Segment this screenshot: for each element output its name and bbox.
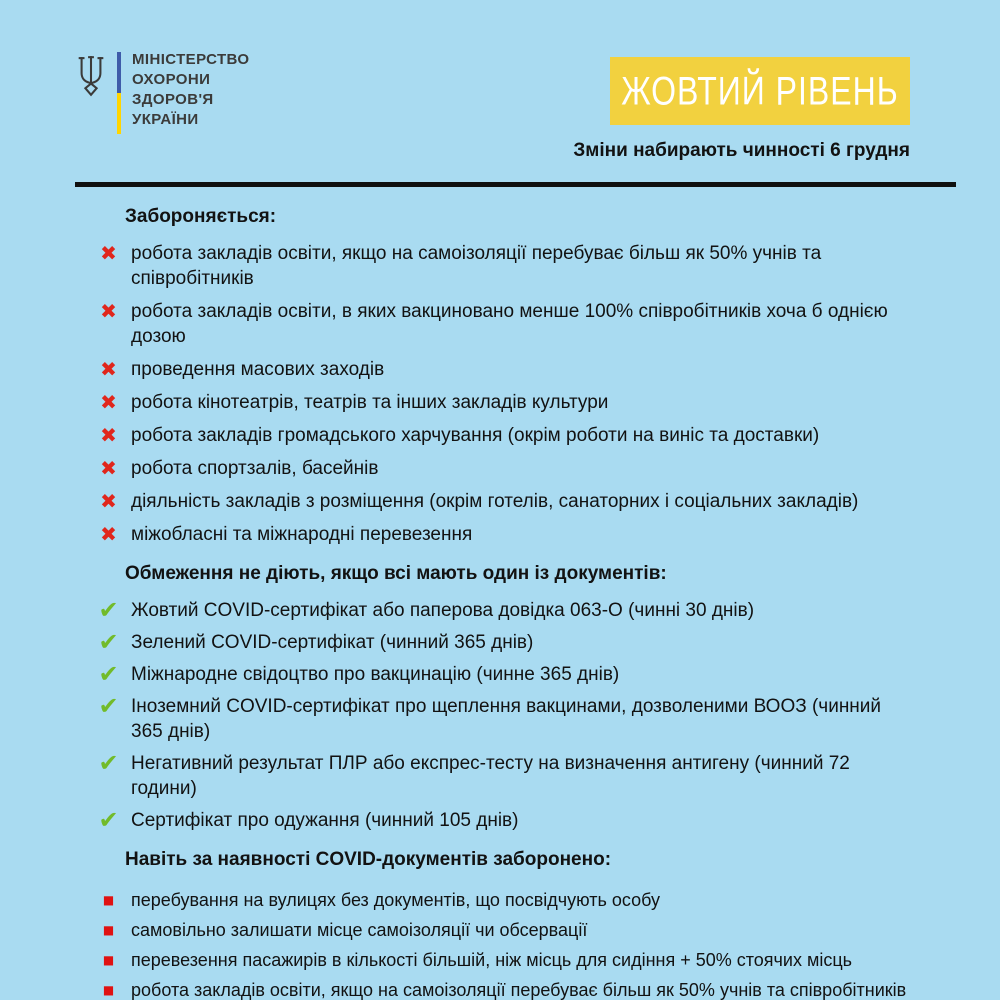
item-text: перебування на вулицях без документів, що посвідчують особу [131, 890, 661, 910]
item-text: Іноземний COVID-сертифікат про щеплення вакцинами, дозволеними ВООЗ (чинний 365 днів) [131, 696, 882, 742]
prohibited-list [75, 241, 960, 547]
list-item [95, 357, 915, 382]
item-text: робота закладів освіти, якщо на самоізоляції перебуває більш як 50% учнів та співробітників [131, 980, 907, 1000]
always-prohibited-list [75, 888, 960, 1000]
cross-icon: ✖ [100, 423, 117, 447]
section-heading: Навіть за наявності COVID-документів заборонено: [125, 849, 612, 870]
list-item [95, 489, 915, 514]
effective-date-note: Зміни набирають чинності 6 грудня [573, 140, 910, 161]
trident-icon [75, 54, 107, 98]
ministry-name-line: ОХОРОНИ [132, 71, 211, 88]
list-item [95, 918, 955, 943]
item-text: міжобласні та міжнародні перевезення [131, 524, 473, 545]
check-icon: ✔ [98, 660, 119, 688]
list-item [95, 423, 915, 448]
ministry-name-line: УКРАЇНИ [132, 111, 199, 128]
item-text: робота закладів громадського харчування (окрім роботи на виніс та доставки) [131, 425, 820, 446]
check-icon: ✔ [98, 749, 119, 777]
item-text: проведення масових заходів [131, 359, 385, 380]
level-badge [610, 57, 910, 125]
list-item [95, 630, 915, 655]
item-text: робота закладів освіти, якщо на самоізоляції перебуває більш як 50% учнів та співробітників [131, 243, 822, 289]
list-item [95, 694, 915, 744]
item-text: робота закладів освіти, в яких вакциновано менше 100% співробітників хоча б однією дозою [131, 301, 888, 347]
item-text: Жовтий COVID-сертифікат або паперова довідка 063-О (чинні 30 днів) [131, 600, 755, 621]
section-exemption-documents [75, 563, 960, 833]
list-item [95, 390, 915, 415]
moh-logo [75, 50, 249, 134]
ministry-name-line: МІНІСТЕРСТВО [132, 51, 250, 68]
item-text: Зелений COVID-сертифікат (чинний 365 днів) [131, 632, 534, 653]
list-item [95, 456, 915, 481]
item-text: Міжнародне свідоцтво про вакцинацію (чинне 365 днів) [131, 664, 620, 685]
item-text: Негативний результат ПЛР або експрес-тесту на визначення антигену (чинний 72 години) [131, 753, 850, 799]
square-icon: ■ [102, 983, 115, 997]
cross-icon: ✖ [100, 390, 117, 414]
list-item [95, 751, 915, 801]
cross-icon: ✖ [100, 489, 117, 513]
item-text: робота спортзалів, басейнів [131, 458, 379, 479]
section-heading: Обмеження не діють, якщо всі мають один із документів: [125, 563, 667, 584]
flag-bar [117, 52, 121, 134]
section-prohibited [75, 206, 960, 547]
flag-yellow-segment [117, 93, 121, 134]
check-icon: ✔ [98, 628, 119, 656]
check-icon: ✔ [98, 692, 119, 720]
item-text: робота кінотеатрів, театрів та інших закладів культури [131, 392, 609, 413]
item-text: діяльність закладів з розміщення (окрім готелів, санаторних і соціальних закладів) [131, 491, 859, 512]
list-item [95, 598, 915, 623]
list-item [95, 978, 955, 1000]
list-item [95, 522, 915, 547]
cross-icon: ✖ [100, 241, 117, 265]
cross-icon: ✖ [100, 522, 117, 546]
list-item [95, 948, 955, 973]
list-item [95, 662, 915, 687]
item-text: самовільно залишати місце самоізоляції чи обсервації [131, 920, 588, 940]
level-badge-label: ЖОВТИЙ РІВЕНЬ [621, 67, 899, 113]
list-item [95, 241, 915, 291]
cross-icon: ✖ [100, 456, 117, 480]
ministry-name-line: ЗДОРОВ'Я [132, 91, 214, 108]
list-item [95, 808, 915, 833]
ministry-name [132, 50, 249, 130]
cross-icon: ✖ [100, 299, 117, 323]
square-icon: ■ [102, 953, 115, 967]
flag-blue-segment [117, 52, 121, 93]
item-text: перевезення пасажирів в кількості більшій, ніж місць для сидіння + 50% стоячих місць [131, 950, 853, 970]
content [75, 206, 960, 1000]
square-icon: ■ [102, 893, 115, 907]
item-text: Сертифікат про одужання (чинний 105 днів) [131, 810, 519, 831]
section-always-prohibited [75, 849, 960, 1000]
check-icon: ✔ [98, 806, 119, 834]
section-heading: Забороняється: [125, 206, 277, 227]
list-item [95, 888, 955, 913]
documents-list [75, 598, 960, 833]
cross-icon: ✖ [100, 357, 117, 381]
check-icon: ✔ [98, 596, 119, 624]
list-item [95, 299, 915, 349]
square-icon: ■ [102, 923, 115, 937]
divider-rule [75, 182, 956, 187]
